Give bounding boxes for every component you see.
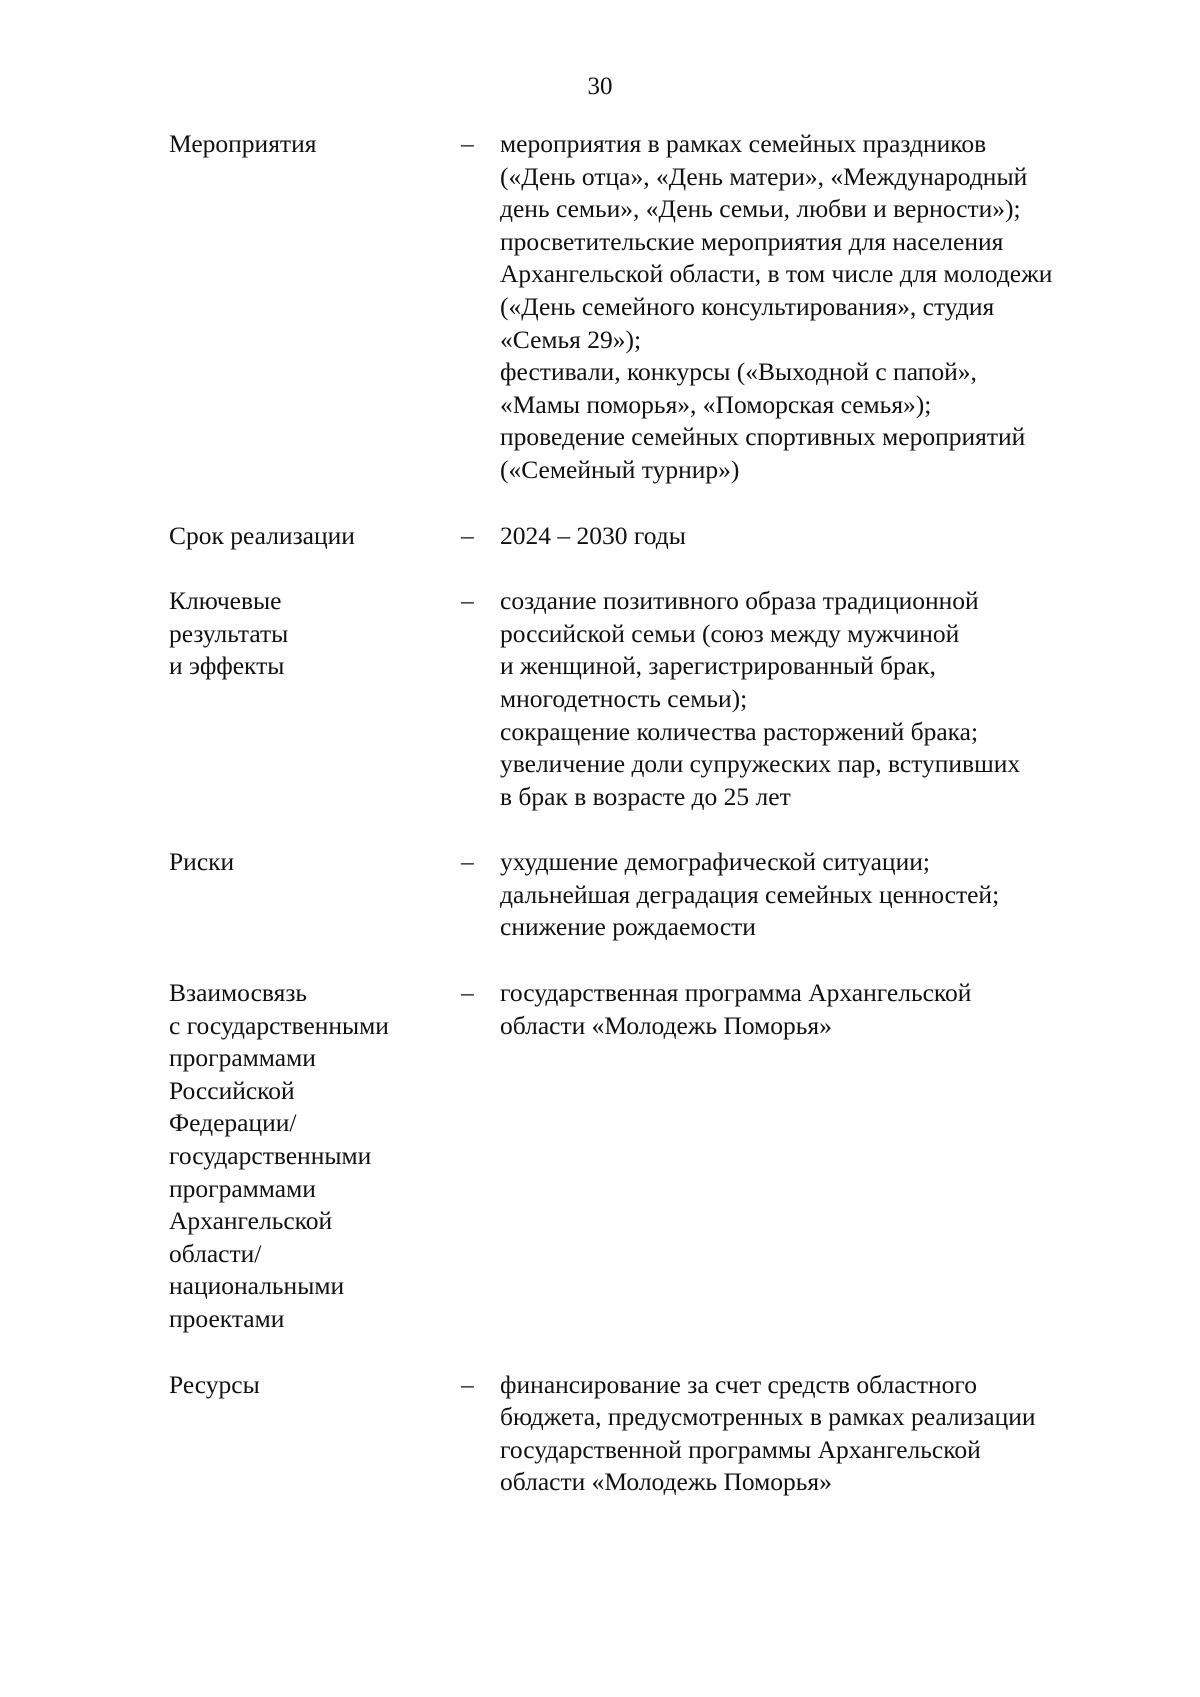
row-label <box>169 520 461 553</box>
label-line: Взаимосвязь <box>169 978 308 1008</box>
label-line: государственными <box>169 1141 372 1171</box>
row-value <box>500 846 1120 944</box>
label-line: программами <box>169 1173 316 1203</box>
page-number: 30 <box>587 73 613 100</box>
value-line: проведение семейных спортивных мероприятий <box>500 422 1026 452</box>
label-line: Российской <box>169 1075 295 1105</box>
label-line: национальными <box>169 1271 345 1301</box>
label-line: результаты <box>169 618 289 648</box>
value-line: области «Молодежь Поморья» <box>500 1467 832 1497</box>
dash-separator: – <box>461 129 474 158</box>
row-value <box>500 585 1120 813</box>
row-activities <box>169 128 1129 487</box>
value-line: мероприятия в рамках семейных праздников <box>500 129 987 158</box>
value-line: государственная программа Архангельской <box>500 978 972 1008</box>
value-line: дальнейшая деградация семейных ценностей; <box>500 879 1000 909</box>
value-line: области «Молодежь Поморья» <box>500 1010 832 1040</box>
value-line: ухудшение демографической ситуации; <box>500 847 930 877</box>
label-line: программами <box>169 1043 316 1073</box>
value-line: 2024 – 2030 годы <box>500 520 686 550</box>
label-line: Мероприятия <box>169 129 317 158</box>
row-resources <box>169 1369 1129 1499</box>
label-line: Ключевые <box>169 586 282 616</box>
value-line: и женщиной, зарегистрированный брак, <box>500 651 936 681</box>
row-label <box>169 977 461 1336</box>
row-label <box>169 846 461 879</box>
row-term <box>169 520 1129 553</box>
label-line: Ресурсы <box>169 1369 260 1399</box>
value-line: финансирование за счет средств областного <box>500 1369 977 1399</box>
value-line: фестивали, конкурсы («Выходной с папой», <box>500 357 977 387</box>
value-line: многодетность семьи); <box>500 683 748 713</box>
label-line: области/ <box>169 1238 262 1268</box>
value-line: сокращение количества расторжений брака; <box>500 716 979 746</box>
value-line: («День семейного консультирования», студия <box>500 291 995 321</box>
dash-separator: – <box>461 1369 474 1399</box>
row-risks <box>169 846 1129 944</box>
row-value <box>500 128 1120 487</box>
value-line: («День отца», «День матери», «Международный <box>500 161 1028 191</box>
label-line: Архангельской <box>169 1206 333 1236</box>
value-line: бюджета, предусмотренных в рамках реализации <box>500 1402 1036 1432</box>
dash-separator: – <box>461 978 474 1008</box>
value-line: в брак в возрасте до 25 лет <box>500 781 791 811</box>
value-line: просветительские мероприятия для населения <box>500 226 1004 256</box>
label-line: проектами <box>169 1304 285 1333</box>
dash-separator: – <box>461 586 474 616</box>
value-line: «Семья 29»); <box>500 324 642 354</box>
row-relationship <box>169 977 1129 1336</box>
value-line: российской семьи (союз между мужчиной <box>500 618 960 648</box>
value-line: день семьи», «День семьи, любви и верности»); <box>500 194 1021 224</box>
dash-separator: – <box>461 520 474 550</box>
row-key-results <box>169 585 1129 813</box>
passport-table <box>169 128 1129 1532</box>
row-value <box>500 1369 1120 1499</box>
row-label <box>169 128 461 161</box>
dash-separator: – <box>461 847 474 877</box>
value-line: создание позитивного образа традиционной <box>500 586 979 616</box>
value-line: «Мамы поморья», «Поморская семья»); <box>500 389 932 419</box>
row-label <box>169 1369 461 1402</box>
value-line: увеличение доли супружеских пар, вступивших <box>500 749 1021 779</box>
row-label <box>169 585 461 683</box>
label-line: Срок реализации <box>169 520 355 550</box>
row-value <box>500 520 1120 553</box>
value-line: Архангельской области, в том числе для молодежи <box>500 259 1053 289</box>
value-line: («Семейный турнир») <box>500 454 740 484</box>
label-line: и эффекты <box>169 651 285 681</box>
label-line: Риски <box>169 847 235 877</box>
label-line: Федерации/ <box>169 1108 297 1138</box>
value-line: государственной программы Архангельской <box>500 1434 981 1464</box>
label-line: с государственными <box>169 1010 389 1040</box>
value-line: снижение рождаемости <box>500 912 756 942</box>
row-value <box>500 977 1120 1042</box>
